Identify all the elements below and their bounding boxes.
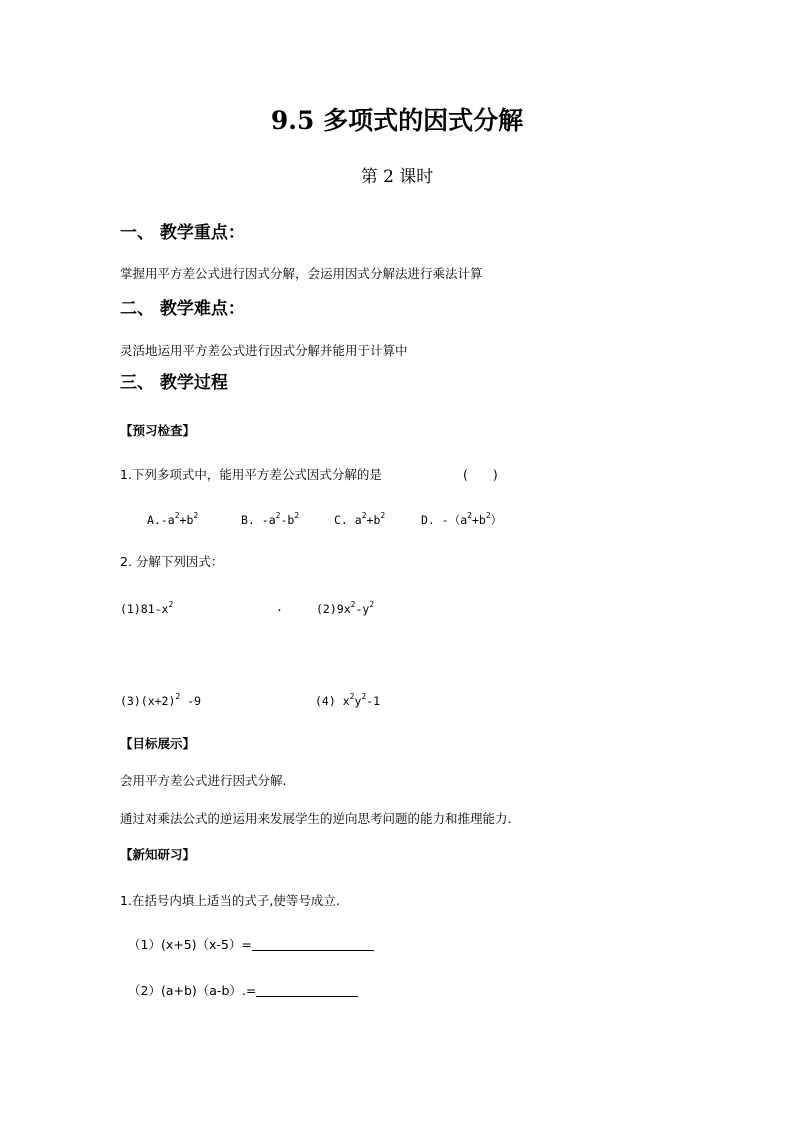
preview-question-2: 2. 分解下列因式： [120, 554, 224, 569]
focus-text: 掌握用平方差公式进行因式分解，会运用因式分解法进行乘法计算 [120, 266, 483, 281]
answer-paren: ( ) [463, 467, 498, 482]
option-b: B. $-a^2-b^2$ [241, 511, 300, 527]
study-label: 【新知研习】 [120, 847, 196, 862]
factor-problem-3: $(3)(x+2)^2$ -9 [120, 692, 201, 708]
answer-blank[interactable] [252, 938, 374, 951]
page-subtitle: 第 2 课时 [360, 167, 434, 187]
study-exercise-2: （2）(a+b)（a-b）.= [128, 981, 358, 999]
option-c: C. $a^2+b^2$ [334, 511, 386, 527]
goals-line-2: 通过对乘法公式的逆运用来发展学生的逆向思考问题的能力和推理能力. [120, 811, 512, 826]
preview-question-1 [120, 465, 382, 483]
process-heading: 三、 教学过程 [120, 373, 228, 393]
preview-label: 【预习检查】 [120, 423, 196, 438]
question-text: 1.下列多项式中，能用平方差公式因式分解的是 [120, 467, 382, 482]
page-title: 9.5 多项式的因式分解 [270, 106, 524, 135]
study-exercise-1: （1）(x+5)（x-5）= [128, 935, 374, 953]
factor-problem-1: $(1)81-x^2$ [120, 600, 174, 616]
goals-line-1: 会用平方差公式进行因式分解. [120, 773, 287, 788]
separator-dot: . [276, 600, 283, 614]
answer-blank[interactable] [256, 984, 358, 997]
study-question-1: 1.在括号内填上适当的式子,使等号成立. [120, 893, 340, 908]
factor-problem-2: $(2)9x^2-y^2$ [316, 600, 375, 616]
difficulty-text: 灵活地运用平方差公式进行因式分解并能用于计算中 [120, 343, 408, 358]
option-a: $A.-a^2+b^2$ [147, 511, 199, 527]
difficulty-heading: 二、 教学难点： [120, 299, 245, 319]
goals-label: 【目标展示】 [120, 736, 196, 751]
factor-problem-4: (4) $x^2y^2-1$ [315, 692, 381, 708]
option-d: D. $-(a^2+b^2)$ [421, 511, 503, 527]
focus-heading: 一、 教学重点： [120, 223, 245, 243]
